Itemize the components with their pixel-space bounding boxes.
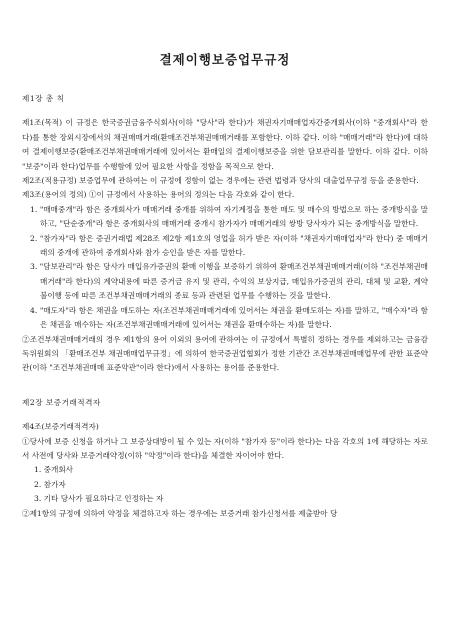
article-3-item-1: 1. "매매중개"라 함은 중개회사가 매매거래 중개를 위하여 자기계정을 통한 매도 및 매수의 방법으로 하는 중개방식을 말하고, "단순중개"라 함은 중개회사의 매매거래 중개시 참가자가 매매거래의 쌍방 당사자가 되는 중개방식을 말한다. (30, 204, 428, 229)
article-3-item-4: 4. "매도자"라 함은 채권을 매도하는 자(조건부채권매매거래에 있어서는 채권을 환매도하는 자)를 말하고, "매수자"라 함은 채권을 매수하는 자(조건부채권매매거래에 있어서는 채권을 환매수하는 자)를 말한다. (30, 305, 428, 330)
article-4-item-3: 3. 기타 당사가 필요하다고 인정하는 자 (34, 494, 164, 504)
article-2: 제2조(적용규정) 보증업무에 관하여는 이 규정에 정함이 없는 경우에는 관련 법령과 당사의 대출업무규정 등을 준용한다. (22, 176, 419, 186)
article-3-paragraph-2: ②조건부채권매매거래의 경우 제1항의 용어 이외의 용어에 관하여는 이 규정에서 특별히 정하는 경우를 제외하고는 금융감독위원회의 「환매조건부 채권매매업무규정」에 의하여 한국증권업협회가 정한 기관간 조건부채권매매업무에 관한 표준약관(이하 "조건부채권매매 표준약관"이라 한다)에서 사용하는 용어를 준용한다. (22, 334, 428, 373)
article-4-paragraph-2: ②제1항의 규정에 의하여 약정을 체결하고자 하는 경우에는 보증거래 참가신청서를 제출받아 당 (22, 508, 338, 518)
article-4-item-2: 2. 참가자 (34, 479, 66, 489)
article-3-item-3: 3. "담보관리"라 함은 당사가 매입유가증권의 환매 이행을 보증하기 위하여 환매조건부채권매매거래(이하 "조건부채권매매거래"라 한다)의 계약내용에 따른 증거금 유지 및 관리, 수익의 보상지급, 매입유가증권의 관리, 대체 및 교환, 계약불이행 등에 따른 조건부채권매매거래의 종료 등과 관련된 업무를 수행하는 것을 말한다. (30, 262, 428, 301)
article-4-item-1: 1. 중개회사 (34, 465, 74, 475)
article-3-item-2: 2. "참가자"라 함은 증권거래법 제28조 제2항 제1호의 영업을 허가 받은 자(이하 "채권자기매매업자"라 한다) 중 매매거래의 중개에 관하여 중개회사와 참가 승인을 받은 자를 말한다. (30, 233, 428, 258)
chapter-2-heading: 제2장 보증거래적격자 (22, 397, 101, 407)
article-4-paragraph-1: ①당사에 보증 신청을 하거나 그 보증상대방이 될 수 있는 자(이하 "참가자 등"이라 한다)는 다음 각호의 1에 해당하는 자로서 사전에 당사와 보증거래약정(이하 "약정"이라 한다)을 체결한 자이어야 한다. (22, 436, 428, 460)
document-title: 결제이행보증업무규정 (159, 52, 291, 67)
article-1: 제1조(목적) 이 규정은 한국증권금융주식회사(이하 "당사"라 한다)가 채권자기매매업자간중개회사(이하 "중개회사"라 한다)를 통한 장외시장에서의 채권매매거래(환매조건부채권매매거래를 포함한다. 이하 같다. 이하 "매매거래"라 한다)에 대하여 결제이행보증(환매조건부채권매매거래에 있어서는 환매일의 결제이행보증을 위한 담보관리를 말한다. 이하 같다. 이하 "보증"이라 한다)업무를 수행함에 있어 필요한 사항을 정함을 목적으로 한다. (22, 118, 428, 171)
article-3-lead: 제3조(용어의 정의) ①이 규정에서 사용하는 용어의 정의는 다음 각호와 같이 한다. (22, 190, 295, 200)
chapter-1-heading: 제1장 총 칙 (22, 94, 65, 103)
article-4-lead: 제4조(보증거래적격자) (22, 422, 99, 432)
